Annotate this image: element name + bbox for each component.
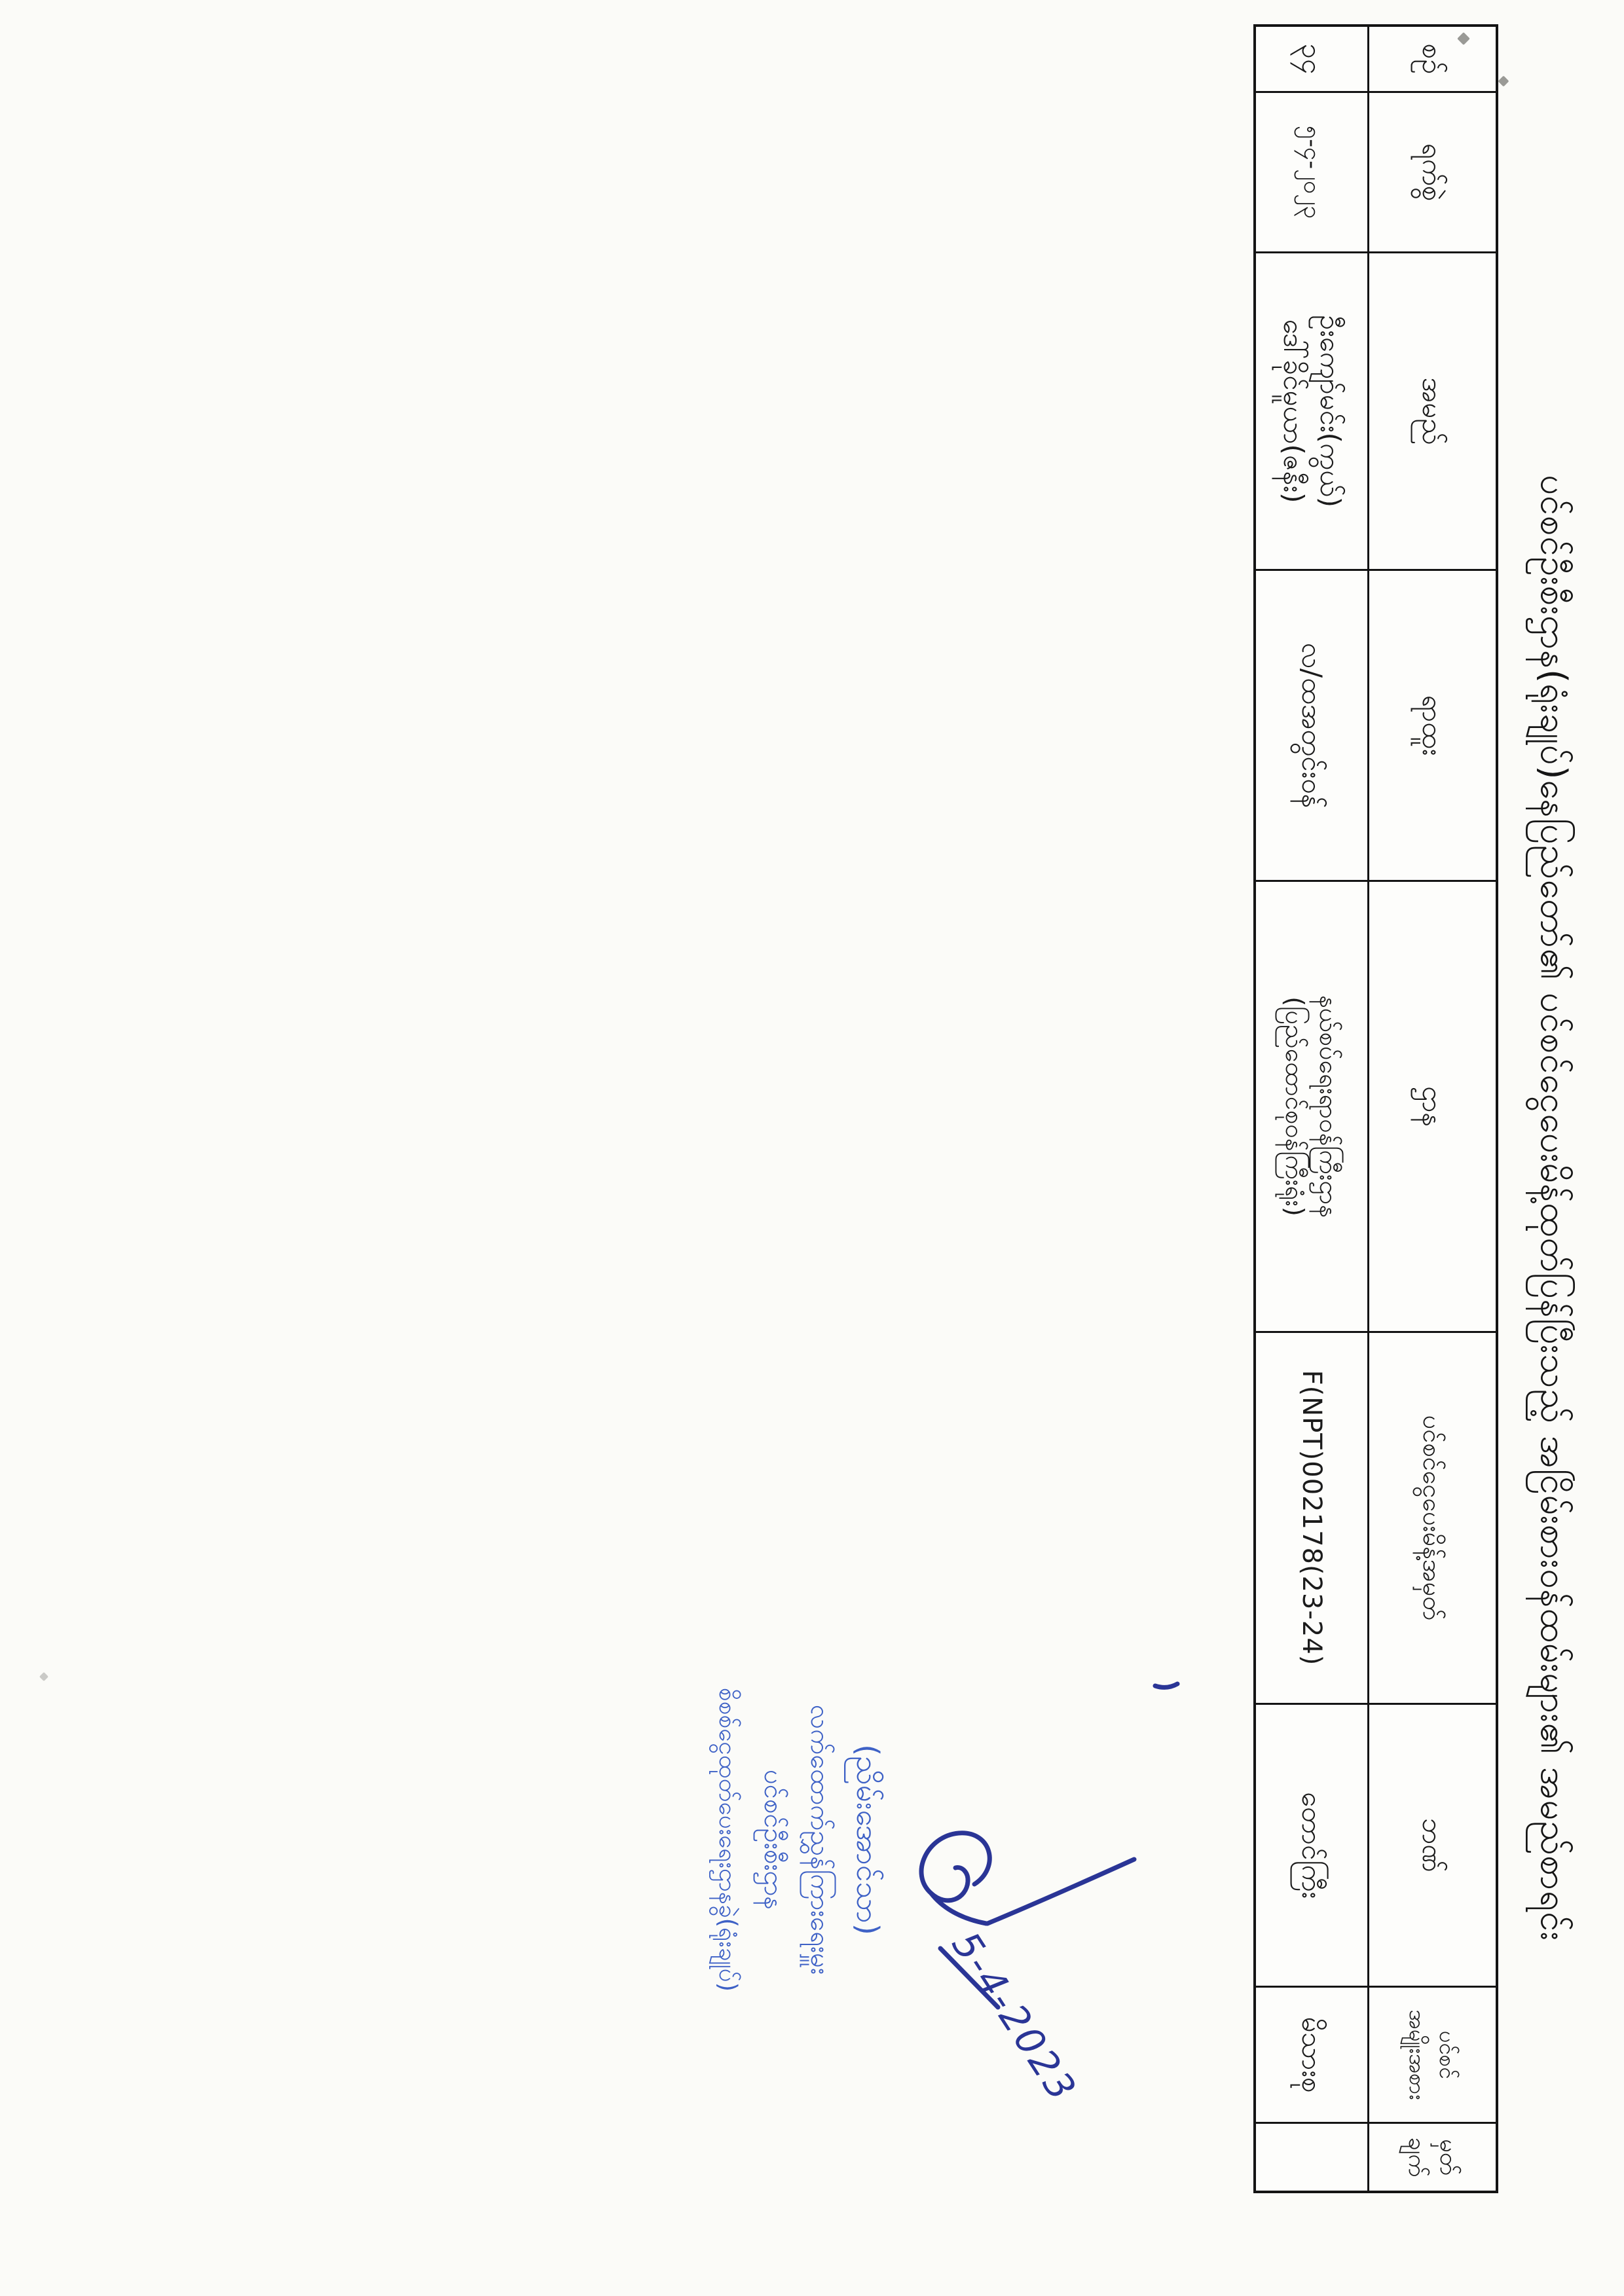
cell-name-line2: ဒေါ်ခိုင်မူယာ(ဇနီး) (1278, 319, 1310, 503)
cell-pension-order-number-value: F(NPT)002178(23-24) (1297, 1370, 1327, 1666)
stamp-signer-name: (ညိမ်းအောင်သာ) (850, 1744, 885, 1935)
cell-position-value: လ/ထအတွင်းဝန် (1296, 642, 1328, 809)
header-date (1367, 93, 1496, 251)
scan-speck (39, 1672, 48, 1681)
header-pension-type (1367, 1988, 1496, 2122)
header-pension-order-number-label: ပင်စင်ငွေပေးမိန့်အမှတ် (1418, 1415, 1447, 1621)
header-department-label: ဌာန (1416, 1085, 1449, 1127)
header-department (1367, 882, 1496, 1331)
column-name (1256, 253, 1496, 571)
header-position (1367, 571, 1496, 880)
cell-department (1256, 882, 1367, 1331)
header-serial (1367, 27, 1496, 91)
header-remarks-line2: ချက် (1403, 2137, 1431, 2178)
header-pension-order-number (1367, 1333, 1496, 1703)
stamp-branch: စိစစ်ငွေထုတ်ပေးရေးဌာနခွဲ(ရုံးချုပ်) (714, 1687, 742, 1992)
pension-table (1253, 24, 1498, 2193)
ink-comma-mark (1155, 1684, 1177, 1687)
cell-remarks (1256, 2124, 1367, 2191)
cell-name-line1: ဦးကျော်မင်း(ကွယ်) (1314, 314, 1346, 508)
header-serial-label: စဉ် (1416, 43, 1449, 75)
signature-loop (921, 1833, 989, 1901)
scan-speck (1498, 76, 1509, 87)
header-name (1367, 253, 1496, 569)
handwritten-date: 5-4-2023 (943, 1923, 1086, 2111)
cell-pension-type-value: မိသားစု (1296, 2016, 1328, 2093)
header-date-label: ရက်စွဲ (1416, 143, 1449, 202)
stamp-signer-title: လက်ထောက်ညွှန်ကြားရေးမှူး (805, 1704, 835, 1975)
column-position (1256, 571, 1496, 882)
column-department (1256, 882, 1496, 1333)
header-bank-label: ဘဏ် (1416, 1818, 1449, 1872)
cell-bank-value: တောင်ကြီး (1296, 1791, 1328, 1899)
column-bank (1256, 1705, 1496, 1988)
cell-pension-order-number (1256, 1333, 1367, 1703)
cell-department-line2: (ပြည်ထောင်စုဝန်ကြီးရုံး) (1280, 996, 1309, 1216)
stamp-department: ပင်စင်ဦးစီးဌာန (758, 1769, 788, 1910)
header-pension-type-line2: အမျိုးအစား (1405, 2009, 1431, 2100)
header-bank (1367, 1705, 1496, 1986)
header-remarks-line1: မှတ် (1435, 2139, 1462, 2176)
header-remarks (1367, 2124, 1496, 2191)
column-date (1256, 93, 1496, 253)
column-remarks (1256, 2124, 1496, 2191)
cell-serial (1256, 27, 1367, 91)
cell-name (1256, 253, 1367, 569)
header-name-label: အမည် (1416, 377, 1449, 445)
header-position-label: ရာထူး (1416, 695, 1449, 756)
signature-ink (877, 1663, 1192, 2121)
approval-stamp (705, 1591, 892, 2088)
cell-pension-type (1256, 1988, 1367, 2122)
cell-date (1256, 93, 1367, 251)
header-pension-type-line1: ပင်စင် (1435, 2030, 1461, 2079)
column-pension-type (1256, 1988, 1496, 2124)
signature-ascender-stroke (987, 1859, 1134, 1923)
document-title: ပင်စင်ဦးစီးဌာန(ရုံးချုပ်)နေပြည်တော်၏ ပင်စင်ငွေပေးမိန့်ထုတ်ပြန်ပြီးသည့် အငြိမ်းစားဝန်ထမ်းများ၏ အမည်စာရင်း (1533, 475, 1574, 1941)
cell-position (1256, 571, 1367, 880)
cell-date-value: ၅-၄-၂၀၂၃ (1299, 125, 1325, 219)
column-pension-order-number (1256, 1333, 1496, 1705)
cell-bank (1256, 1705, 1367, 1986)
cell-serial-value: ၃၄ (1296, 43, 1328, 75)
cell-department-line1: နယ်စပ်ရေးရာဝန်ကြီးဌာန (1314, 995, 1343, 1218)
